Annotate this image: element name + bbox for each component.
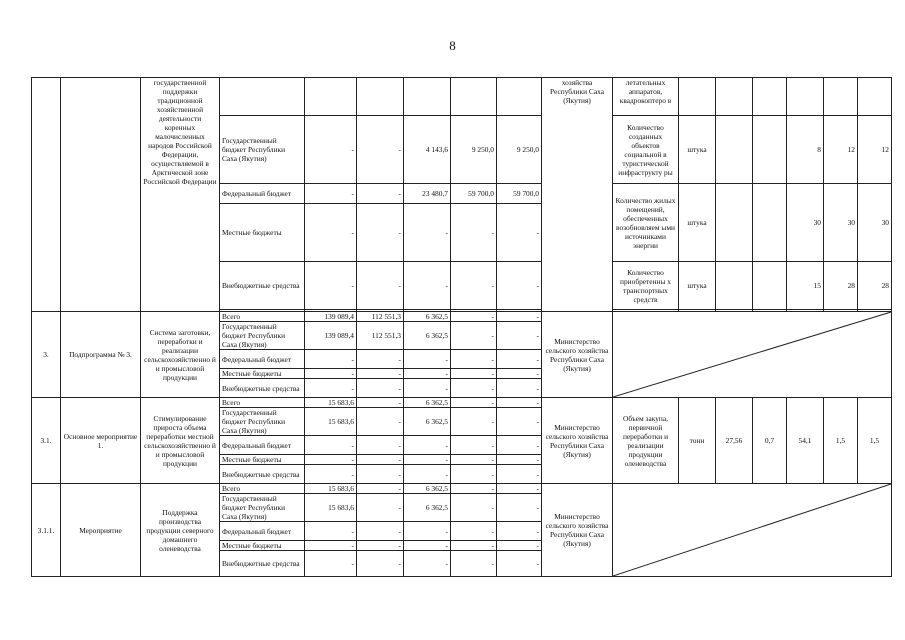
cell-indicator-value: 12 xyxy=(858,116,892,184)
cell-indicator-value: 30 xyxy=(858,184,892,262)
cell-value: - xyxy=(305,522,357,541)
cell-value: - xyxy=(497,484,542,494)
cell-value: 6 362,5 xyxy=(404,408,451,436)
cell-source: Местные бюджеты xyxy=(220,204,305,262)
cell-value: - xyxy=(357,398,404,408)
cell-value: - xyxy=(451,484,497,494)
page-number: 8 xyxy=(449,38,456,53)
cell-indicator-value xyxy=(858,78,892,116)
cell-name: Основное мероприятие 1. xyxy=(61,398,141,484)
cell-value: 9 250,0 xyxy=(451,116,497,184)
cell-indicator: Количество созданных объектов социальной в туристической инфраструкту ры xyxy=(613,116,679,184)
cell-value: 6 362,5 xyxy=(404,398,451,408)
cell-value xyxy=(451,78,497,116)
cell-value: - xyxy=(305,350,357,369)
cell-indicator: Объем закупа, первичной переработки и реализации продукции оленеводства xyxy=(613,398,679,484)
cell-indicator-value: 54,1 xyxy=(787,398,824,484)
cell-activity: Поддержка производства продукции северного домашнего оленеводства xyxy=(141,484,220,577)
cell-value xyxy=(404,78,451,116)
cell-indicator-value xyxy=(716,78,753,116)
cell-source: Федеральный бюджет xyxy=(220,350,305,369)
cell-value: - xyxy=(497,522,542,541)
cell-value: - xyxy=(497,322,542,350)
cell-activity: Стимулирование прироста объема переработки местной сельскохозяйственно й и промысловой продукции xyxy=(141,398,220,484)
cell-value: 15 683,6 xyxy=(305,408,357,436)
table-row xyxy=(32,312,892,322)
cell-value: - xyxy=(451,408,497,436)
cell-value: - xyxy=(451,398,497,408)
cell-value: 15 683,6 xyxy=(305,484,357,494)
cell-value: - xyxy=(305,204,357,262)
cell-executor: Министерство сельского хозяйства Республики Саха (Якутия) xyxy=(542,312,613,398)
cell-value: - xyxy=(497,350,542,369)
cell-value: - xyxy=(404,551,451,577)
cell-value: - xyxy=(497,408,542,436)
cell-value: - xyxy=(497,398,542,408)
cell-indicator-value xyxy=(716,116,753,184)
cell-value: - xyxy=(305,262,357,310)
cell-indicator-value: 30 xyxy=(787,184,824,262)
cell-value: - xyxy=(451,350,497,369)
cell-value: - xyxy=(357,184,404,204)
cell-value: - xyxy=(497,455,542,465)
cell-value: - xyxy=(305,465,357,484)
cell-indicator-value: 1,5 xyxy=(824,398,858,484)
cell-value: - xyxy=(497,541,542,551)
cell-indicator-value xyxy=(716,262,753,310)
cell-number xyxy=(32,78,61,312)
cell-source: Всего xyxy=(220,312,305,322)
cell-value: - xyxy=(357,262,404,310)
cell-indicator-value: 28 xyxy=(824,262,858,310)
cell-indicator: Количество жилых помещений, обеспеченных возобновляем ыми источниками энергии xyxy=(613,184,679,262)
cell-value: - xyxy=(305,436,357,455)
cell-value: - xyxy=(404,522,451,541)
cell-value: - xyxy=(305,116,357,184)
cell-value: - xyxy=(357,408,404,436)
cell-value: 23 480,7 xyxy=(404,184,451,204)
cell-indicator-value xyxy=(787,78,824,116)
cell-indicator-value xyxy=(753,262,787,310)
cell-value: - xyxy=(404,369,451,379)
cell-indicator-value xyxy=(824,78,858,116)
cell-value: - xyxy=(357,436,404,455)
cell-source: Местные бюджеты xyxy=(220,541,305,551)
cell-indicator-value: 1,5 xyxy=(858,398,892,484)
cell-value: - xyxy=(357,522,404,541)
cell-indicator-value: 27,56 xyxy=(716,398,753,484)
cell-unit: штука xyxy=(679,116,716,184)
cell-value: 6 362,5 xyxy=(404,322,451,350)
cell-value: 112 551,3 xyxy=(357,312,404,322)
cell-value: - xyxy=(451,494,497,522)
cell-value: - xyxy=(305,551,357,577)
table-row xyxy=(32,484,892,494)
cell-value: 6 362,5 xyxy=(404,494,451,522)
cell-value: 139 089,4 xyxy=(305,322,357,350)
cell-value: - xyxy=(404,436,451,455)
cell-value: - xyxy=(497,262,542,310)
cell-value: - xyxy=(497,465,542,484)
cell-value: 59 700,0 xyxy=(497,184,542,204)
cell-number: 3.1. xyxy=(32,398,61,484)
cell-value: 112 551,3 xyxy=(357,322,404,350)
cell-value: 59 700,0 xyxy=(451,184,497,204)
cell-value: - xyxy=(451,322,497,350)
cell-value: - xyxy=(357,350,404,369)
cell-source: Местные бюджеты xyxy=(220,455,305,465)
cell-source: Внебюджетные средства xyxy=(220,465,305,484)
cell-value: - xyxy=(451,262,497,310)
cell-value: - xyxy=(404,455,451,465)
cell-value: - xyxy=(305,541,357,551)
cell-indicator-value: 12 xyxy=(824,116,858,184)
cell-value: - xyxy=(451,369,497,379)
program-table xyxy=(31,77,892,577)
cell-indicator-value xyxy=(753,78,787,116)
cell-source: Внебюджетные средства xyxy=(220,551,305,577)
cell-source: Всего xyxy=(220,398,305,408)
cell-value: - xyxy=(357,455,404,465)
cell-source: Государственный бюджет Республики Саха (Якутия) xyxy=(220,408,305,436)
cell-value: - xyxy=(451,465,497,484)
cell-unit: штука xyxy=(679,184,716,262)
cell-source: Всего xyxy=(220,484,305,494)
cell-number: 3.1.1. xyxy=(32,484,61,577)
cell-unit xyxy=(679,78,716,116)
cell-value: 139 089,4 xyxy=(305,312,357,322)
cell-value: - xyxy=(497,494,542,522)
cell-value: - xyxy=(305,369,357,379)
cell-value: - xyxy=(451,541,497,551)
cell-value: - xyxy=(404,350,451,369)
cell-value: - xyxy=(357,551,404,577)
cell-value: - xyxy=(404,262,451,310)
cell-source: Федеральный бюджет xyxy=(220,184,305,204)
cell-indicator-value xyxy=(716,184,753,262)
cell-indicator: летательных аппаратов, квадрокоптеро в xyxy=(613,78,679,116)
cell-indicator-value xyxy=(753,116,787,184)
cell-value: - xyxy=(451,204,497,262)
cell-value: - xyxy=(305,455,357,465)
cell-value: - xyxy=(497,369,542,379)
cell-indicator-value: 8 xyxy=(787,116,824,184)
cell-value: - xyxy=(404,541,451,551)
cell-value: - xyxy=(451,551,497,577)
cell-value: - xyxy=(451,436,497,455)
cell-value: - xyxy=(451,522,497,541)
cell-value xyxy=(305,78,357,116)
cell-indicator-value: 28 xyxy=(858,262,892,310)
diagonal-strike xyxy=(613,484,891,576)
cell-value: - xyxy=(497,379,542,398)
cell-indicator-value xyxy=(753,184,787,262)
cell-source: Федеральный бюджет xyxy=(220,522,305,541)
cell-value: - xyxy=(404,465,451,484)
cell-value xyxy=(357,78,404,116)
cell-value: - xyxy=(497,436,542,455)
cell-activity: Система заготовки, переработки и реализации сельскохозяйственно й и промысловой продукции xyxy=(141,312,220,398)
cell-value: - xyxy=(497,204,542,262)
cell-source: Государственный бюджет Республики Саха (Якутия) xyxy=(220,322,305,350)
cell-value: 4 143,6 xyxy=(404,116,451,184)
cell-value: 6 362,5 xyxy=(404,312,451,322)
cell-value: - xyxy=(404,379,451,398)
cell-name xyxy=(61,78,141,312)
table-row xyxy=(32,78,892,116)
cell-value: - xyxy=(305,184,357,204)
cell-value: 15 683,6 xyxy=(305,398,357,408)
cell-activity: государственной поддержки традиционной хозяйственной деятельности коренных малочисленных народов Российской Федерации, осуществляемой в Арктической зоне Российской Федерации xyxy=(141,78,220,312)
cell-value: - xyxy=(357,541,404,551)
cell-value: - xyxy=(451,312,497,322)
diagonal-strike xyxy=(613,312,891,397)
cell-source: Государственный бюджет Республики Саха (Якутия) xyxy=(220,494,305,522)
cell-value: - xyxy=(357,494,404,522)
cell-value: - xyxy=(357,465,404,484)
cell-source: Внебюджетные средства xyxy=(220,262,305,310)
cell-indicator-value: 0,7 xyxy=(753,398,787,484)
empty-indicator-area xyxy=(613,484,892,577)
cell-value: - xyxy=(357,369,404,379)
cell-value: - xyxy=(497,312,542,322)
cell-value: - xyxy=(305,379,357,398)
cell-value xyxy=(497,78,542,116)
cell-value: 15 683,6 xyxy=(305,494,357,522)
cell-name: Мероприятие xyxy=(61,484,141,577)
cell-name: Подпрограмма № 3. xyxy=(61,312,141,398)
cell-value: 9 250,0 xyxy=(497,116,542,184)
cell-executor: хозяйства Республики Саха (Якутия) xyxy=(542,78,613,312)
cell-source: Местные бюджеты xyxy=(220,369,305,379)
cell-source: Федеральный бюджет xyxy=(220,436,305,455)
cell-indicator-value: 15 xyxy=(787,262,824,310)
cell-indicator: Количество приобретенны х транспортных средств xyxy=(613,262,679,310)
cell-value: - xyxy=(357,204,404,262)
cell-unit: тонн xyxy=(679,398,716,484)
cell-source: Государственный бюджет Республики Саха (Якутия) xyxy=(220,116,305,184)
empty-indicator-area xyxy=(613,312,892,398)
cell-executor: Министерство сельского хозяйства Республики Саха (Якутия) xyxy=(542,484,613,577)
cell-number: 3. xyxy=(32,312,61,398)
cell-source: Внебюджетные средства xyxy=(220,379,305,398)
cell-value: - xyxy=(357,379,404,398)
cell-unit: штука xyxy=(679,262,716,310)
table-row xyxy=(32,398,892,408)
cell-value: - xyxy=(357,116,404,184)
cell-value: - xyxy=(451,455,497,465)
cell-value: - xyxy=(497,551,542,577)
cell-value: - xyxy=(404,204,451,262)
cell-value: 6 362,5 xyxy=(404,484,451,494)
cell-executor: Министерство сельского хозяйства Республики Саха (Якутия) xyxy=(542,398,613,484)
cell-value: - xyxy=(357,484,404,494)
cell-source xyxy=(220,78,305,116)
cell-indicator-value: 30 xyxy=(824,184,858,262)
cell-value: - xyxy=(451,379,497,398)
